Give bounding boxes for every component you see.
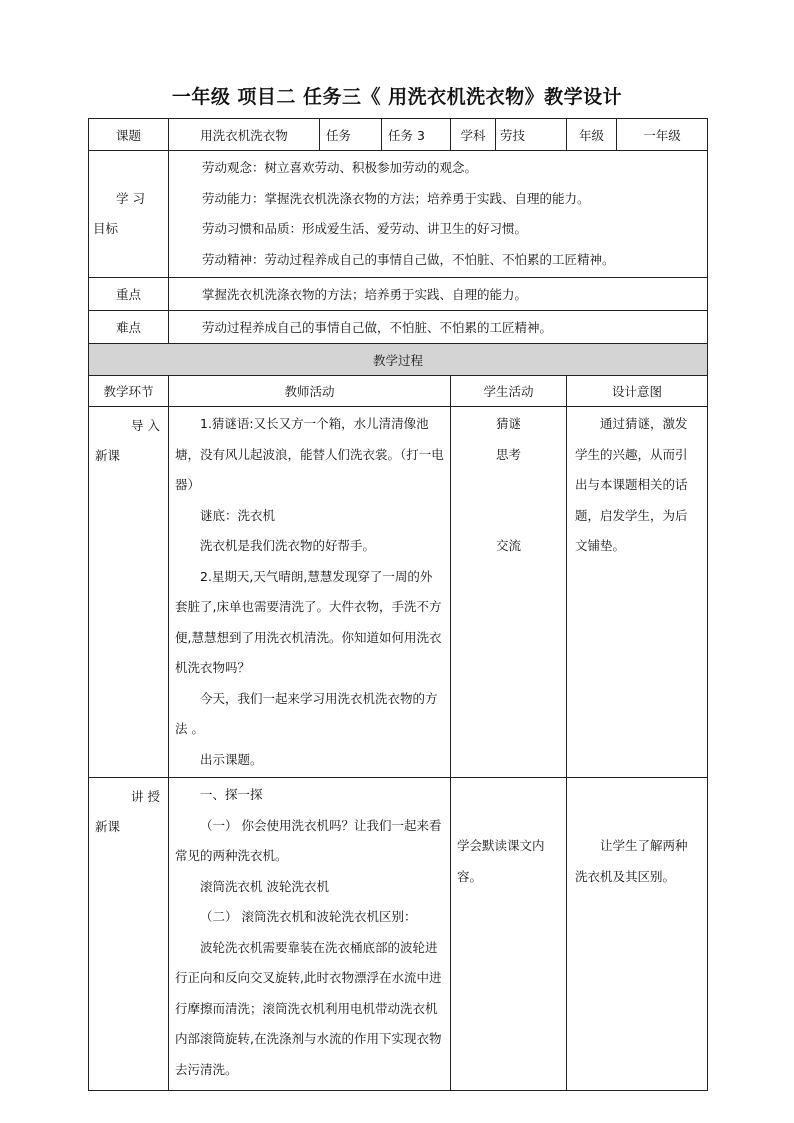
intro-teacher-para: 出示课题。 xyxy=(200,751,263,767)
goals-content xyxy=(169,151,708,278)
key-row xyxy=(89,278,708,311)
topic-label: 课题 xyxy=(89,119,169,151)
grade-label: 年级 xyxy=(567,119,617,151)
key-label: 重点 xyxy=(89,278,169,311)
difficulty-text: 劳动过程养成自己的事情自己做，不怕脏、不怕累的工匠精神。 xyxy=(169,311,708,344)
intro-teacher-para: 2.星期天,天气晴朗,慧慧发现穿了一周的外套脏了,床单也需要清洗了。大件衣物，手洗不方便,慧慧想到了用洗衣机清洗。你知道如何用洗衣机洗衣物吗？ xyxy=(175,568,442,675)
goal-item: 劳动观念：树立喜欢劳动、积极参加劳动的观念。 xyxy=(202,160,478,175)
teach-stage-line-1: 讲 授 xyxy=(131,789,160,804)
intro-design: 通过猜谜，激发学生的兴趣，从而引出与本课题相关的话题，启发学生，为后文铺垫。 xyxy=(567,407,708,778)
info-row xyxy=(89,119,708,151)
teach-teacher xyxy=(169,778,451,1091)
teach-teacher-para: （一） 你会使用洗衣机吗？让我们一起来看常见的两种洗衣机。 xyxy=(175,817,442,863)
goal-item: 劳动精神：劳动过程养成自己的事情自己做，不怕脏、不怕累的工匠精神。 xyxy=(202,251,615,267)
col-stage: 教学环节 xyxy=(89,376,169,407)
key-text: 掌握洗衣机洗涤衣物的方法；培养勇于实践、自理的能力。 xyxy=(169,278,708,311)
intro-teacher-para: 洗衣机是我们洗衣物的好帮手。 xyxy=(200,538,376,553)
difficulty-label: 难点 xyxy=(89,311,169,344)
teach-student: 学会默读课文内容。 xyxy=(451,778,567,1091)
intro-row xyxy=(89,407,708,778)
process-header-row xyxy=(89,344,708,376)
topic-value: 用洗衣机洗衣物 xyxy=(169,119,320,151)
lesson-plan-table xyxy=(88,118,708,1091)
teach-row xyxy=(89,778,708,1091)
teach-stage-line-2: 新课 xyxy=(95,819,121,834)
col-teacher: 教师活动 xyxy=(169,376,451,407)
grade-value: 一年级 xyxy=(617,119,708,151)
intro-teacher-para: 今天，我们一起来学习用洗衣机洗衣物的方法 。 xyxy=(175,690,438,736)
goals-row xyxy=(89,151,708,278)
intro-teacher xyxy=(169,407,451,778)
teach-design: 让学生了解两种洗衣机及其区别。 xyxy=(567,778,708,1091)
intro-student-item: 猜谜 xyxy=(495,416,521,431)
intro-stage-line-2: 新课 xyxy=(95,448,121,463)
task-label: 任务 xyxy=(320,119,382,151)
difficulty-row xyxy=(89,311,708,344)
goal-item: 劳动能力：掌握洗衣机洗涤衣物的方法；培养勇于实践、自理的能力。 xyxy=(202,190,590,206)
teach-teacher-para: 一、探一探 xyxy=(200,787,263,802)
goals-label-line-1: 学 习 xyxy=(116,191,145,206)
intro-teacher-para: 1.猜谜语:又长又方一个箱，水儿清清像池塘，没有风儿起波浪，能替人们洗衣裳。（打一电器） xyxy=(175,416,444,492)
process-columns-row xyxy=(89,376,708,407)
subject-label: 学科 xyxy=(451,119,496,151)
teach-teacher-para: 波轮洗衣机需要靠装在洗衣桶底部的波轮进行正向和反向交叉旋转,此时衣物漂浮在水流中进行摩擦而清洗；滚筒洗衣机利用电机带动洗衣机内部滚筒旋转,在洗涤剂与水流的作用下实现衣物去污清洗。 xyxy=(175,939,442,1077)
process-header: 教学过程 xyxy=(89,344,708,376)
intro-stage xyxy=(89,407,169,778)
col-design: 设计意图 xyxy=(567,376,708,407)
goal-item: 劳动习惯和品质：形成爱生活、爱劳动、讲卫生的好习惯。 xyxy=(202,221,528,236)
intro-student xyxy=(451,407,567,778)
subject-value: 劳技 xyxy=(496,119,567,151)
goals-label-line-2: 目标 xyxy=(93,221,119,236)
teach-stage xyxy=(89,778,169,1091)
teach-teacher-para: （二） 滚筒洗衣机和波轮洗衣机区别： xyxy=(200,909,417,924)
task-value: 任务 3 xyxy=(382,119,451,151)
col-student: 学生活动 xyxy=(451,376,567,407)
intro-student-item: 思考 xyxy=(495,446,521,462)
intro-student-item: 交流 xyxy=(495,538,521,553)
document-title: 一年级 项目二 任务三《 用洗衣机洗衣物》教学设计 xyxy=(171,86,623,108)
teach-teacher-para: 滚筒洗衣机 波轮洗衣机 xyxy=(200,878,329,894)
intro-teacher-para: 谜底：洗衣机 xyxy=(200,507,276,523)
intro-stage-line-1: 导 入 xyxy=(131,418,160,433)
goals-label xyxy=(89,151,169,278)
